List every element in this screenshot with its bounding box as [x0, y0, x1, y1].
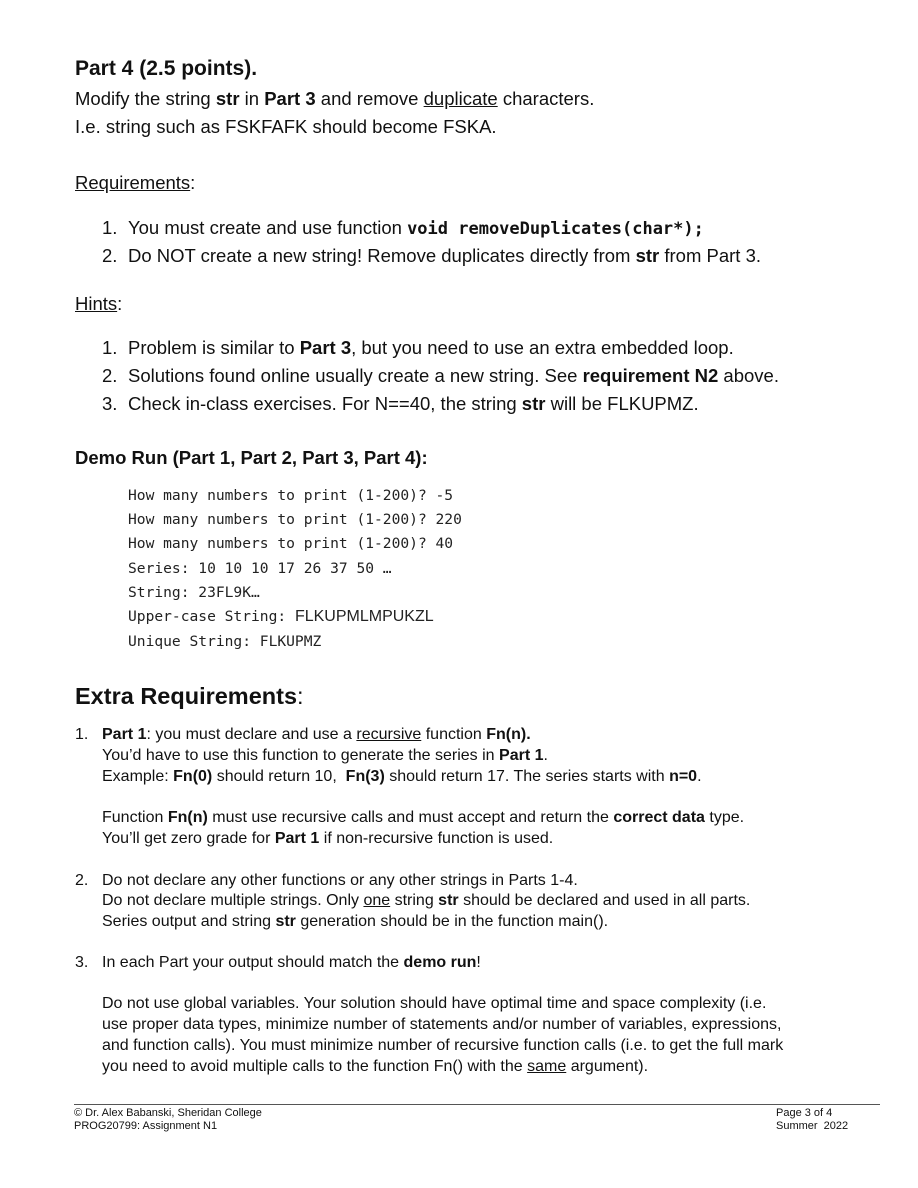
footer-course: PROG20799: Assignment N1: [74, 1120, 218, 1132]
part4-title: Part 4 (2.5 points).: [75, 57, 258, 80]
part4-description-line2: I.e. string such as FSKFAFK should become FSKA.: [75, 116, 497, 137]
requirement-item-2: 2. Do NOT create a new string! Remove duplicates directly from str from Part 3.: [102, 245, 762, 266]
extra-item-3-line2: Do not use global variables. Your solution should have optimal time and space complexity (i.e.: [102, 995, 767, 1012]
part4-description-line1: Modify the string str in Part 3 and remove duplicate characters.: [75, 88, 595, 109]
extra-item-1-line2: You’d have to use this function to generate the series in Part 1.: [102, 747, 548, 764]
hints-heading: Hints:: [75, 293, 123, 314]
demo-line-unique: Unique String: FLKUPMZ: [128, 633, 322, 650]
extra-item-2-line2: Do not declare multiple strings. Only one string str should be declared and used in all parts.: [102, 892, 751, 909]
demo-line-3: How many numbers to print (1-200)? 40: [128, 535, 454, 552]
extra-item-1-line4: Function Fn(n) must use recursive calls and must accept and return the correct data type.: [102, 809, 745, 826]
hint-item-1: 1. Problem is similar to Part 3, but you need to use an extra embedded loop.: [102, 337, 734, 358]
footer-term: Summer 2022: [776, 1120, 849, 1132]
hint-item-2: 2. Solutions found online usually create a new string. See requirement N2 above.: [102, 365, 779, 386]
requirement-item-1: 1. You must create and use function void removeDuplicates(char*);: [102, 217, 704, 239]
extra-item-1-line3: Example: Fn(0) should return 10, Fn(3) should return 17. The series starts with n=0.: [102, 768, 702, 785]
extra-item-2-line3: Series output and string str generation should be in the function main().: [102, 913, 609, 930]
demo-line-upper: Upper-case String: FLKUPMLMPUKZL: [128, 608, 434, 625]
extra-item-3-line5: you need to avoid multiple calls to the function Fn() with the same argument).: [102, 1058, 649, 1075]
extra-item-1-line1: 1. Part 1: you must declare and use a recursive function Fn(n).: [75, 726, 531, 743]
footer-page-number: Page 3 of 4: [776, 1107, 833, 1119]
extra-item-3-line4: and function calls). You must minimize number of recursive function calls (i.e. to get the full mark: [102, 1037, 784, 1054]
requirements-heading: Requirements:: [75, 172, 196, 193]
demo-line-5: String: 23FL9K…: [128, 584, 260, 601]
footer-divider: [74, 1104, 880, 1105]
footer-author: © Dr. Alex Babanski, Sheridan College: [74, 1107, 262, 1119]
demo-line-2: How many numbers to print (1-200)? 220: [128, 511, 462, 528]
demo-run-heading: Demo Run (Part 1, Part 2, Part 3, Part 4):: [75, 447, 428, 468]
extra-item-3-line1: 3. In each Part your output should match the demo run!: [75, 954, 481, 971]
extra-item-2-line1: 2. Do not declare any other functions or any other strings in Parts 1-4.: [75, 872, 578, 889]
demo-line-4: Series: 10 10 10 17 26 37 50 …: [128, 560, 392, 577]
demo-line-1: How many numbers to print (1-200)? -5: [128, 487, 454, 504]
extra-item-3-line3: use proper data types, minimize number of statements and/or number of variables, expressions,: [102, 1016, 782, 1033]
hint-item-3: 3. Check in-class exercises. For N==40, the string str will be FLKUPMZ.: [102, 393, 699, 414]
extra-item-1-line5: You’ll get zero grade for Part 1 if non-recursive function is used.: [102, 830, 554, 847]
extra-requirements-heading: Extra Requirements:: [75, 683, 304, 709]
